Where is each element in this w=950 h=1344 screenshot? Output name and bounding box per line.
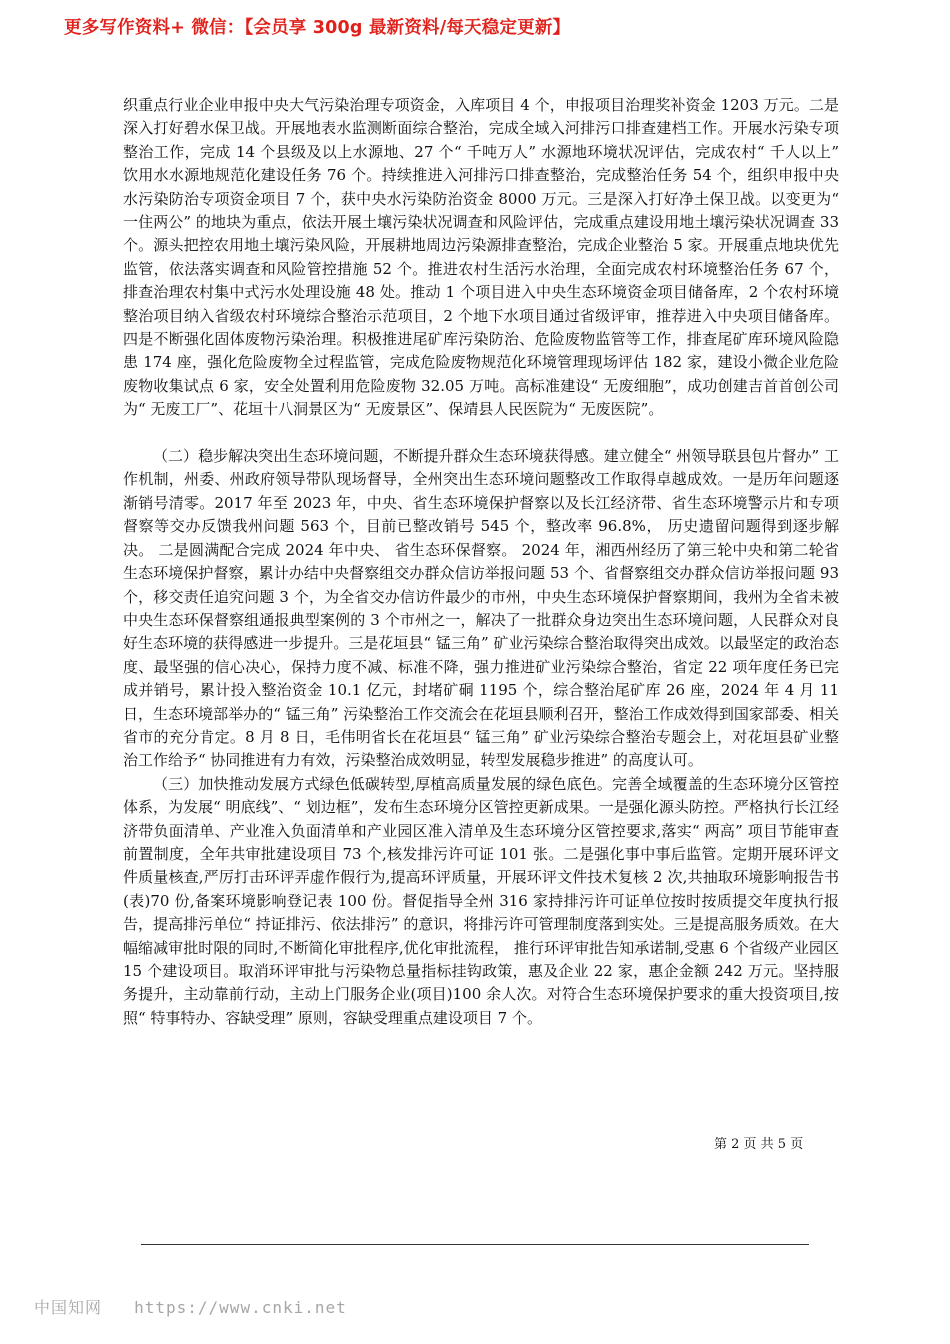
- cnki-watermark: [34, 1295, 347, 1318]
- promo-banner: 更多写作资料+ 微信：【会员享 300g 最新资料/每天稳定更新】: [64, 18, 571, 38]
- watermark-brand: 中国知网: [34, 1298, 103, 1317]
- page-number: 第 2 页 共 5 页: [714, 1137, 804, 1152]
- footer-divider: [141, 1244, 809, 1245]
- paragraph-section-three: （三）加快推动发展方式绿色低碳转型,厚植高质量发展的绿色底色。完善全域覆盖的生态环境分区管控体系，为发展“ 明底线”、“ 划边框”，发布生态环境分区管控更新成果。一是强化源头防控。严格执行长江经济带负面清单、产业准入负面清单和产业园区准入清单及生态环境分区管控要求,落实“ 两高” 项目节能审查前置制度，全年共审批建设项目 73 个,核发排污许可证 101 张。二是强化事中事后监管。定期开展环评文件质量核查,严厉打击环评弄虚作假行为,提高环评质量，开展环评文件技术复核 2 次,共抽取环境影响报告书(表)70 份,备案环境影响登记表 100 份。督促指导全州 316 家持排污许可证单位按时按质提交年度执行报告，提高排污单位“ 持证排污、依法排污” 的意识，将排污许可管理制度落到实处。三是提高服务质效。在大幅缩减审批时限的同时,不断简化审批程序,优化审批流程， 推行环评审批告知承诺制,受惠 6 个省级产业园区 15 个建设项目。取消环评审批与污染物总量指标挂钩政策，惠及企业 22 家，惠企金额 242 万元。坚持服务提升，主动靠前行动，主动上门服务企业(项目)100 余人次。对符合生态环境保护要求的重大投资项目,按照“ 特事特办、容缺受理” 原则，容缺受理重点建设项目 7 个。: [123, 774, 839, 1027]
- paragraph-section-two: （二）稳步解决突出生态环境问题，不断提升群众生态环境获得感。建立健全“ 州领导联县包片督办” 工作机制，州委、州政府领导带队现场督导，全州突出生态环境问题整改工作取得卓越成效。一是历年问题逐渐销号清零。2017 年至 2023 年，中央、省生态环境保护督察以及长江经济带、省生态环境警示片和专项督察等交办反馈我州问题 563 个，目前已整改销号 545 个，整改率 96.8%， 历史遗留问题得到逐步解决。 二是圆满配合完成 2024 年中央、 省生态环保督察。 2024 年，湘西州经历了第三轮中央和第二轮省生态环境保护督察，累计办结中央督察组交办群众信访举报问题 53 个、省督察组交办群众信访举报问题 93 个，移交责任追究问题 3 个，为全省交办信访件最少的市州，中央生态环境保护督察期间，我州为全省未被中央生态环保督察组通报典型案例的 3 个市州之一，解决了一批群众身边突出生态环境问题，人民群众对良好生态环境的获得感进一步提升。三是花垣县“ 锰三角” 矿业污染综合整治取得突出成效。以最坚定的政治态度、最坚强的信心决心，保持力度不减、标准不降，强力推进矿业污染综合整治，省定 22 项年度任务已完成并销号，累计投入整治资金 10.1 亿元，封堵矿硐 1195 个，综合整治尾矿库 26 座，2024 年 4 月 11 日，生态环境部举办的“ 锰三角” 污染整治工作交流会在花垣县顺利召开，整治工作成效得到国家部委、相关省市的充分肯定。8 月 8 日，毛伟明省长在花垣县“ 锰三角” 矿业污染综合整治专题会上，对花垣县矿业整治工作给予“ 协同推进有力有效，污染整治成效明显，转型发展稳步推进” 的高度认可。: [123, 447, 839, 770]
- document-body: [123, 94, 839, 1030]
- paragraph-pollution-control: 织重点行业企业申报中央大气污染治理专项资金，入库项目 4 个，申报项目治理奖补资金 1203 万元。二是深入打好碧水保卫战。开展地表水监测断面综合整治，完成全域入河排污口排查建档工作。开展水污染专项整治工作，完成 14 个县级及以上水源地、27 个“ 千吨万人” 水源地环境状况评估，完成农村“ 千人以上” 饮用水水源地规范化建设任务 76 个。持续推进入河排污口排查整治，完成整治任务 54 个，组织申报中央水污染防治专项资金项目 7 个，获中央水污染防治资金 8000 万元。三是深入打好净土保卫战。以变更为“ 一住两公” 的地块为重点，依法开展土壤污染状况调查和风险评估，完成重点建设用地土壤污染状况调查 33 个。源头把控农用地土壤污染风险，开展耕地周边污染源排查整治，完成企业整治 5 家。开展重点地块优先监管，依法落实调查和风险管控措施 52 个。推进农村生活污水治理，全面完成农村环境整治任务 67 个，排查治理农村集中式污水处理设施 48 处。推动 1 个项目进入中央生态环境资金项目储备库，2 个农村环境整治项目纳入省级农村环境综合整治示范项目，2 个地下水项目通过省级评审，推荐进入中央项目储备库。四是不断强化固体废物污染治理。积极推进尾矿库污染防治、危险废物监管等工作，排查尾矿库环境风险隐患 174 座，强化危险废物全过程监管，完成危险废物规范化环境管理现场评估 182 家，建设小微企业危险废物收集试点 6 家，安全处置利用危险废物 32.05 万吨。高标准建设“ 无废细胞”，成功创建吉首首创公司为“ 无废工厂”、花垣十八洞景区为“ 无废景区”、保靖县人民医院为“ 无废医院”。: [123, 96, 839, 419]
- watermark-url: https://www.cnki.net: [134, 1298, 347, 1317]
